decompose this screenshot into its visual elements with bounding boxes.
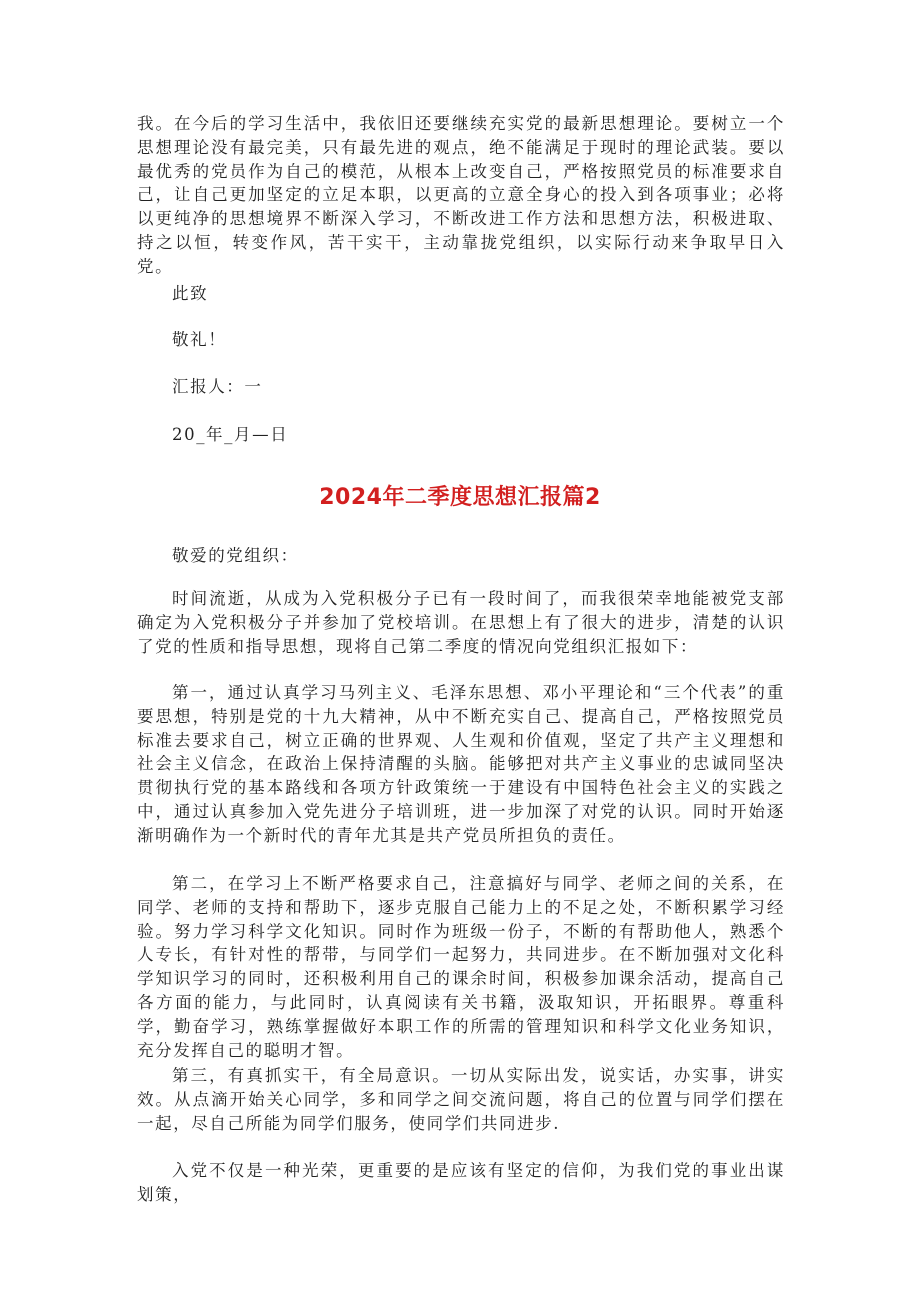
salutation: 敬爱的党组织： bbox=[172, 546, 299, 565]
intro-paragraph: 我。在今后的学习生活中，我依旧还要继续充实党的最新思想理论。要树立一个思想理论没有最完美，只有最先进的观点，绝不能满足于现时的理论武装。要以最优秀的党员作为自己的模范，从根本上改变自己，严格按照党员的标准要求自己，让自己更加坚定的立足本职，以更高的立意全身心的投入到各项事业；必将以更纯净的思想境界不断深入学习，不断改进工作方法和思想方法，积极进取、持之以恒，转变作风，苦干实干，主动靠拢党组织，以实际行动来争取早日入党。 bbox=[137, 114, 785, 276]
date-line: 20_年_月—日 bbox=[172, 425, 289, 444]
paragraph-4: 第三，有真抓实干，有全局意识。一切从实际出发，说实话，办实事，讲实效。从点滴开始关心同学，多和同学之间交流问题，将自己的位置与同学们摆在一起，尽自己所能为同学们服务，使同学们共同进步. bbox=[137, 1066, 785, 1133]
paragraph-1: 时间流逝，从成为入党积极分子已有一段时间了，而我很荣幸地能被党支部确定为入党积极分子并参加了党校培训。在思想上有了很大的进步，清楚的认识了党的性质和指导思想，现将自己第二季度的情况向党组织汇报如下： bbox=[137, 589, 785, 656]
section-title: 2024年二季度思想汇报篇2 bbox=[319, 485, 601, 510]
paragraph-3: 第二，在学习上不断严格要求自己，注意搞好与同学、老师之间的关系，在同学、老师的支持和帮助下，逐步克服自己能力上的不足之处，不断积累学习经验。努力学习科学文化知识。同时作为班级一份子，不断的有帮助他人，熟悉个人专长，有针对性的帮带，与同学们一起努力，共同进步。在不断加强对文化科学知识学习的同时，还积极利用自己的课余时间，积极参加课余活动，提高自己各方面的能力，与此同时，认真阅读有关书籍，汲取知识，开拓眼界。尊重科学，勤奋学习，熟练掌握做好本职工作的所需的管理知识和科学文化业务知识，充分发挥自己的聪明才智。 bbox=[137, 874, 785, 1060]
paragraph-5: 入党不仅是一种光荣，更重要的是应该有坚定的信仰，为我们党的事业出谋划策， bbox=[137, 1161, 785, 1204]
reporter-line: 汇报人：一 bbox=[172, 377, 263, 396]
closing-line-1: 此致 bbox=[172, 284, 209, 303]
closing-line-2: 敬礼！ bbox=[172, 330, 227, 349]
paragraph-2: 第一，通过认真学习马列主义、毛泽东思想、邓小平理论和“三个代表”的重要思想，特别是党的十九大精神，从中不断充实自己、提高自己，严格按照党员标准去要求自己，树立正确的世界观、人生观和价值观，坚定了共产主义理想和社会主义信念，在政治上保持清醒的头脑。能够把对共产主义事业的忠诚同坚决贯彻执行党的基本路线和各项方针政策统一于建设有中国特色社会主义的实践之中，通过认真参加入党先进分子培训班，进一步加深了对党的认识。同时开始逐渐明确作为一个新时代的青年尤其是共产党员所担负的责任。 bbox=[137, 683, 785, 845]
